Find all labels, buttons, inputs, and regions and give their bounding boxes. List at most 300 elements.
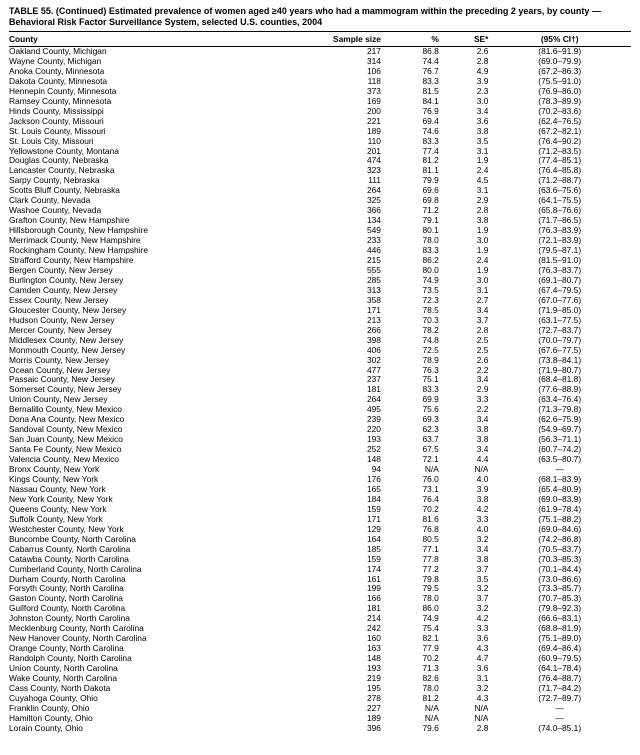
standard-error: 3.1 (476, 285, 489, 295)
standard-error: 4.0 (476, 524, 489, 534)
county-name: Durham County, North Carolina (9, 574, 126, 584)
sample-size: 217 (366, 46, 381, 56)
sample-size: 239 (366, 415, 381, 425)
county-name: Grafton County, New Hampshire (9, 216, 130, 226)
sample-size: 325 (366, 196, 381, 206)
sample-size: 398 (366, 335, 381, 345)
sample-size: 264 (366, 186, 381, 196)
standard-error: 3.1 (476, 146, 489, 156)
table-row (9, 356, 631, 366)
confidence-interval: (60.9–79.5) (538, 654, 582, 664)
table-row (9, 684, 631, 694)
percent: 86.0 (422, 604, 439, 614)
sample-size: 174 (366, 564, 381, 574)
percent: 79.9 (422, 176, 439, 186)
county-name: Guilford County, North Carolina (9, 604, 126, 614)
sample-size: 171 (366, 305, 381, 315)
county-name: Forsyth County, North Carolina (9, 584, 124, 594)
table-row (9, 565, 631, 575)
confidence-interval: (70.1–84.4) (538, 564, 582, 574)
sample-size: 252 (366, 445, 381, 455)
standard-error: 3.1 (476, 186, 489, 196)
sample-size: 148 (366, 455, 381, 465)
table-row (9, 644, 631, 654)
sample-size: 313 (366, 285, 381, 295)
percent: 78.5 (422, 305, 439, 315)
percent: 78.9 (422, 355, 439, 365)
confidence-interval: (63.5–80.7) (538, 455, 582, 465)
county-name: Valencia County, New Mexico (9, 455, 120, 465)
percent: 83.3 (422, 246, 439, 256)
county-name: Dakota County, Minnesota (9, 76, 108, 86)
standard-error: 3.7 (476, 315, 489, 325)
confidence-interval: (81.6–91.9) (538, 46, 582, 56)
confidence-interval: (73.3–85.7) (538, 584, 582, 594)
standard-error: 2.9 (476, 385, 489, 395)
percent: 83.3 (422, 385, 439, 395)
sample-size: 166 (366, 594, 381, 604)
confidence-interval: (65.4–80.9) (538, 484, 582, 494)
county-name: Hinds County, Mississippi (9, 106, 104, 116)
table-row (9, 465, 631, 475)
confidence-interval: (68.1–83.9) (538, 474, 582, 484)
table-row (9, 137, 631, 147)
sample-size: 474 (366, 156, 381, 166)
table-row (9, 206, 631, 216)
standard-error: 3.9 (476, 484, 489, 494)
county-name: Ocean County, New Jersey (9, 365, 111, 375)
county-name: Westchester County, New York (9, 524, 124, 534)
county-name: Scotts Bluff County, Nebraska (9, 186, 120, 196)
sample-size: 189 (366, 126, 381, 136)
county-name: Merrimack County, New Hampshire (9, 236, 141, 246)
sample-size: 227 (366, 703, 381, 713)
table-title: TABLE 55. (Continued) Estimated prevalence of women aged ≥40 years who had a mammogram within the preceding 2 years, by county — Behavioral Risk Factor Surveillance System, selected U.S. counties, 2004 (9, 6, 601, 27)
table-row (9, 226, 631, 236)
table-row (9, 704, 631, 714)
table-row (9, 545, 631, 555)
percent: 74.4 (422, 56, 439, 66)
percent: 72.1 (422, 455, 439, 465)
standard-error: 3.3 (476, 514, 489, 524)
table-row (9, 495, 631, 505)
sample-size: 184 (366, 494, 381, 504)
percent: 80.0 (422, 265, 439, 275)
county-name: Hennepin County, Minnesota (9, 86, 117, 96)
standard-error: 2.6 (476, 355, 489, 365)
county-name: Clark County, Nevada (9, 196, 91, 206)
percent: 71.3 (422, 664, 439, 674)
confidence-interval: (76.3–83.7) (538, 265, 582, 275)
percent: 79.8 (422, 574, 439, 584)
sample-size: 185 (366, 544, 381, 554)
county-name: Suffolk County, New York (9, 514, 103, 524)
confidence-interval: (69.0–83.9) (538, 494, 582, 504)
confidence-interval: (62.6–75.9) (538, 415, 582, 425)
sample-size: 266 (366, 325, 381, 335)
county-name: Buncombe County, North Carolina (9, 534, 136, 544)
table-row (9, 425, 631, 435)
table-row (9, 336, 631, 346)
confidence-interval: (66.6–83.1) (538, 614, 582, 624)
confidence-interval: (70.2–83.6) (538, 106, 582, 116)
percent: 81.1 (422, 166, 439, 176)
confidence-interval: (69.1–80.7) (538, 275, 582, 285)
table-row (9, 485, 631, 495)
standard-error: 1.9 (476, 226, 489, 236)
sample-size: 366 (366, 206, 381, 216)
standard-error: N/A (474, 713, 489, 723)
percent: 81.2 (422, 693, 439, 703)
county-name: Ramsey County, Minnesota (9, 96, 112, 106)
sample-size: 278 (366, 693, 381, 703)
county-name: Lancaster County, Nebraska (9, 166, 115, 176)
table-row (9, 575, 631, 585)
standard-error: 2.8 (476, 206, 489, 216)
table-row (9, 97, 631, 107)
table-row (9, 196, 631, 206)
table-row (9, 346, 631, 356)
county-name: Wayne County, Michigan (9, 56, 102, 66)
percent: 79.6 (422, 723, 439, 733)
table-row (9, 77, 631, 87)
sample-size: 215 (366, 256, 381, 266)
percent: 80.5 (422, 534, 439, 544)
sample-size: 195 (366, 684, 381, 693)
column-header-county: County (9, 32, 307, 47)
confidence-interval: (75.1–89.0) (538, 634, 582, 644)
confidence-interval: — (555, 703, 564, 713)
table-row (9, 415, 631, 425)
county-name: Orange County, North Carolina (9, 644, 124, 654)
standard-error: 2.5 (476, 345, 489, 355)
standard-error: 3.8 (476, 126, 489, 136)
table-row (9, 147, 631, 157)
table-body (9, 47, 631, 734)
standard-error: 2.4 (476, 256, 489, 266)
county-name: Douglas County, Nebraska (9, 156, 109, 166)
percent: 76.0 (422, 474, 439, 484)
table-row (9, 127, 631, 137)
table-row (9, 674, 631, 684)
percent: 73.1 (422, 484, 439, 494)
county-name: Yellowstone County, Montana (9, 146, 119, 156)
county-name: Cumberland County, North Carolina (9, 564, 142, 574)
confidence-interval: (79.5–87.1) (538, 246, 582, 256)
standard-error: 3.0 (476, 236, 489, 246)
sample-size: 358 (366, 295, 381, 305)
sample-size: 323 (366, 166, 381, 176)
standard-error: 2.3 (476, 86, 489, 96)
table-row (9, 455, 631, 465)
sample-size: 264 (366, 395, 381, 405)
confidence-interval: (79.8–92.3) (538, 604, 582, 614)
standard-error: 1.9 (476, 265, 489, 275)
confidence-interval: (76.4–90.2) (538, 136, 582, 146)
county-name: Burlington County, New Jersey (9, 275, 124, 285)
county-name: St. Louis County, Missouri (9, 126, 106, 136)
percent: 78.0 (422, 236, 439, 246)
sample-size: 200 (366, 106, 381, 116)
percent: 78.0 (422, 594, 439, 604)
confidence-interval: (70.0–79.7) (538, 335, 582, 345)
table-row (9, 117, 631, 127)
standard-error: 3.2 (476, 684, 489, 693)
confidence-interval: (75.5–91.0) (538, 76, 582, 86)
sample-size: 106 (366, 66, 381, 76)
table-row (9, 604, 631, 614)
percent: 76.3 (422, 365, 439, 375)
sample-size: 189 (366, 713, 381, 723)
standard-error: 3.2 (476, 604, 489, 614)
standard-error: 3.5 (476, 136, 489, 146)
confidence-interval: (76.4–85.8) (538, 166, 582, 176)
standard-error: 4.0 (476, 474, 489, 484)
county-name: Hamilton County, Ohio (9, 713, 93, 723)
confidence-interval: (68.4–81.8) (538, 375, 582, 385)
percent: 81.5 (422, 86, 439, 96)
standard-error: 3.8 (476, 425, 489, 435)
prevalence-table (9, 31, 631, 734)
standard-error: 4.2 (476, 614, 489, 624)
table-row (9, 246, 631, 256)
percent: 78.0 (422, 684, 439, 693)
county-name: Nassau County, New York (9, 484, 106, 494)
standard-error: 3.4 (476, 375, 489, 385)
confidence-interval: (63.4–76.4) (538, 395, 582, 405)
confidence-interval: (76.9–86.0) (538, 86, 582, 96)
sample-size: 159 (366, 504, 381, 514)
county-name: Bergen County, New Jersey (9, 265, 113, 275)
sample-size: 302 (366, 355, 381, 365)
confidence-interval: (61.9–78.4) (538, 504, 582, 514)
confidence-interval: (64.1–78.4) (538, 664, 582, 674)
percent: 76.9 (422, 106, 439, 116)
sample-size: 549 (366, 226, 381, 236)
county-name: Mercer County, New Jersey (9, 325, 112, 335)
county-name: Jackson County, Missouri (9, 116, 104, 126)
sample-size: 165 (366, 484, 381, 494)
confidence-interval: (70.7–85.3) (538, 594, 582, 604)
percent: 79.5 (422, 584, 439, 594)
standard-error: 3.9 (476, 76, 489, 86)
standard-error: 3.5 (476, 574, 489, 584)
county-name: Bronx County, New York (9, 465, 100, 475)
county-name: Essex County, New Jersey (9, 295, 109, 305)
standard-error: 3.4 (476, 106, 489, 116)
county-name: Morris County, New Jersey (9, 355, 109, 365)
sample-size: 242 (366, 624, 381, 634)
standard-error: 2.6 (476, 46, 489, 56)
sample-size: 221 (366, 116, 381, 126)
county-name: Queens County, New York (9, 504, 107, 514)
county-name: Middlesex County, New Jersey (9, 335, 124, 345)
county-name: Cass County, North Dakota (9, 684, 111, 693)
standard-error: 3.4 (476, 445, 489, 455)
table-row (9, 535, 631, 545)
table-row (9, 306, 631, 316)
county-name: San Juan County, New Mexico (9, 435, 123, 445)
percent: 69.6 (422, 186, 439, 196)
standard-error: 4.9 (476, 66, 489, 76)
standard-error: 3.6 (476, 664, 489, 674)
table-row (9, 395, 631, 405)
standard-error: 3.3 (476, 624, 489, 634)
sample-size: 219 (366, 674, 381, 684)
percent: N/A (424, 713, 439, 723)
percent: 73.5 (422, 285, 439, 295)
sample-size: 94 (371, 465, 381, 475)
county-name: Washoe County, Nevada (9, 206, 102, 216)
table-row (9, 515, 631, 525)
percent: 86.2 (422, 256, 439, 266)
percent: 77.9 (422, 644, 439, 654)
percent: 83.3 (422, 76, 439, 86)
confidence-interval: (67.2–82.1) (538, 126, 582, 136)
standard-error: 3.6 (476, 116, 489, 126)
table-header (9, 32, 631, 47)
sample-size: 176 (366, 474, 381, 484)
standard-error: 3.1 (476, 674, 489, 684)
standard-error: 4.7 (476, 654, 489, 664)
confidence-interval: (77.6–88.9) (538, 385, 582, 395)
confidence-interval: (81.5–91.0) (538, 256, 582, 266)
standard-error: 4.2 (476, 504, 489, 514)
table-row (9, 654, 631, 664)
table-row (9, 614, 631, 624)
percent: 63.7 (422, 435, 439, 445)
confidence-interval: (77.4–85.1) (538, 156, 582, 166)
county-name: Sandoval County, New Mexico (9, 425, 123, 435)
standard-error: 3.8 (476, 216, 489, 226)
confidence-interval: (76.4–88.7) (538, 674, 582, 684)
percent: 74.9 (422, 614, 439, 624)
table-header-row (9, 32, 631, 47)
county-name: Sarpy County, Nebraska (9, 176, 100, 186)
sample-size: 164 (366, 534, 381, 544)
standard-error: 3.4 (476, 305, 489, 315)
county-name: Union County, North Carolina (9, 664, 118, 674)
confidence-interval: (63.6–75.6) (538, 186, 582, 196)
sample-size: 148 (366, 654, 381, 664)
county-name: Catawba County, North Carolina (9, 554, 129, 564)
standard-error: 4.3 (476, 693, 489, 703)
sample-size: 201 (366, 146, 381, 156)
standard-error: 2.8 (476, 56, 489, 66)
sample-size: 193 (366, 435, 381, 445)
standard-error: 3.8 (476, 435, 489, 445)
county-name: Oakland County, Michigan (9, 46, 107, 56)
confidence-interval: (70.5–83.7) (538, 544, 582, 554)
sample-size: 163 (366, 644, 381, 654)
county-name: Cabarrus County, North Carolina (9, 544, 131, 554)
sample-size: 396 (366, 723, 381, 733)
table-row (9, 186, 631, 196)
percent: 86.8 (422, 46, 439, 56)
confidence-interval: (76.3–83.9) (538, 226, 582, 236)
confidence-interval: (71.9–80.7) (538, 365, 582, 375)
standard-error: 3.0 (476, 96, 489, 106)
confidence-interval: — (555, 465, 564, 475)
table-row (9, 256, 631, 266)
table-row (9, 634, 631, 644)
sample-size: 446 (366, 246, 381, 256)
sample-size: 160 (366, 634, 381, 644)
confidence-interval: (72.1–83.9) (538, 236, 582, 246)
table-row (9, 67, 631, 77)
county-name: Monmouth County, New Jersey (9, 345, 126, 355)
confidence-interval: (67.6–77.5) (538, 345, 582, 355)
table-row (9, 724, 631, 734)
percent: 77.1 (422, 544, 439, 554)
table-row (9, 714, 631, 724)
table-row (9, 505, 631, 515)
sample-size: 111 (368, 176, 381, 186)
county-name: Anoka County, Minnesota (9, 66, 105, 76)
county-name: New Hanover County, North Carolina (9, 634, 147, 644)
percent: 82.6 (422, 674, 439, 684)
county-name: Lorain County, Ohio (9, 723, 83, 733)
standard-error: 4.3 (476, 644, 489, 654)
percent: 82.1 (422, 634, 439, 644)
table-row (9, 176, 631, 186)
county-name: Strafford County, New Hampshire (9, 256, 134, 266)
sample-size: 495 (366, 405, 381, 415)
percent: 77.8 (422, 554, 439, 564)
confidence-interval: (69.0–79.9) (538, 56, 582, 66)
table-row (9, 276, 631, 286)
percent: 75.6 (422, 405, 439, 415)
confidence-interval: (71.9–85.0) (538, 305, 582, 315)
percent: 78.2 (422, 325, 439, 335)
percent: 62.3 (422, 425, 439, 435)
county-name: Dona Ana County, New Mexico (9, 415, 125, 425)
standard-error: 3.6 (476, 634, 489, 644)
county-name: Randolph County, North Carolina (9, 654, 132, 664)
table-row (9, 236, 631, 246)
table-row (9, 326, 631, 336)
percent: 79.1 (422, 216, 439, 226)
table-row (9, 584, 631, 594)
confidence-interval: (71.2–88.7) (538, 176, 582, 186)
table-row (9, 435, 631, 445)
table-row (9, 366, 631, 376)
standard-error: 2.2 (476, 365, 489, 375)
column-header-ci: (95% CI†) (488, 32, 631, 47)
confidence-interval: (67.4–79.5) (538, 285, 582, 295)
percent: 74.9 (422, 275, 439, 285)
standard-error: 2.9 (476, 196, 489, 206)
standard-error: 3.7 (476, 564, 489, 574)
standard-error: 2.5 (476, 335, 489, 345)
percent: 75.1 (422, 375, 439, 385)
county-name: Mecklenburg County, North Carolina (9, 624, 144, 634)
standard-error: 4.4 (476, 455, 489, 465)
table-row (9, 475, 631, 485)
county-name: Cuyahoga County, Ohio (9, 693, 98, 703)
sample-size: 134 (366, 216, 381, 226)
sample-size: 285 (366, 275, 381, 285)
county-name: Johnston County, North Carolina (9, 614, 130, 624)
column-header-percent: % (381, 32, 439, 47)
confidence-interval: (65.8–76.6) (538, 206, 582, 216)
sample-size: 237 (366, 375, 381, 385)
sample-size: 233 (366, 236, 381, 246)
table-row (9, 286, 631, 296)
percent: 70.2 (422, 504, 439, 514)
percent: 72.3 (422, 295, 439, 305)
percent: 75.4 (422, 624, 439, 634)
